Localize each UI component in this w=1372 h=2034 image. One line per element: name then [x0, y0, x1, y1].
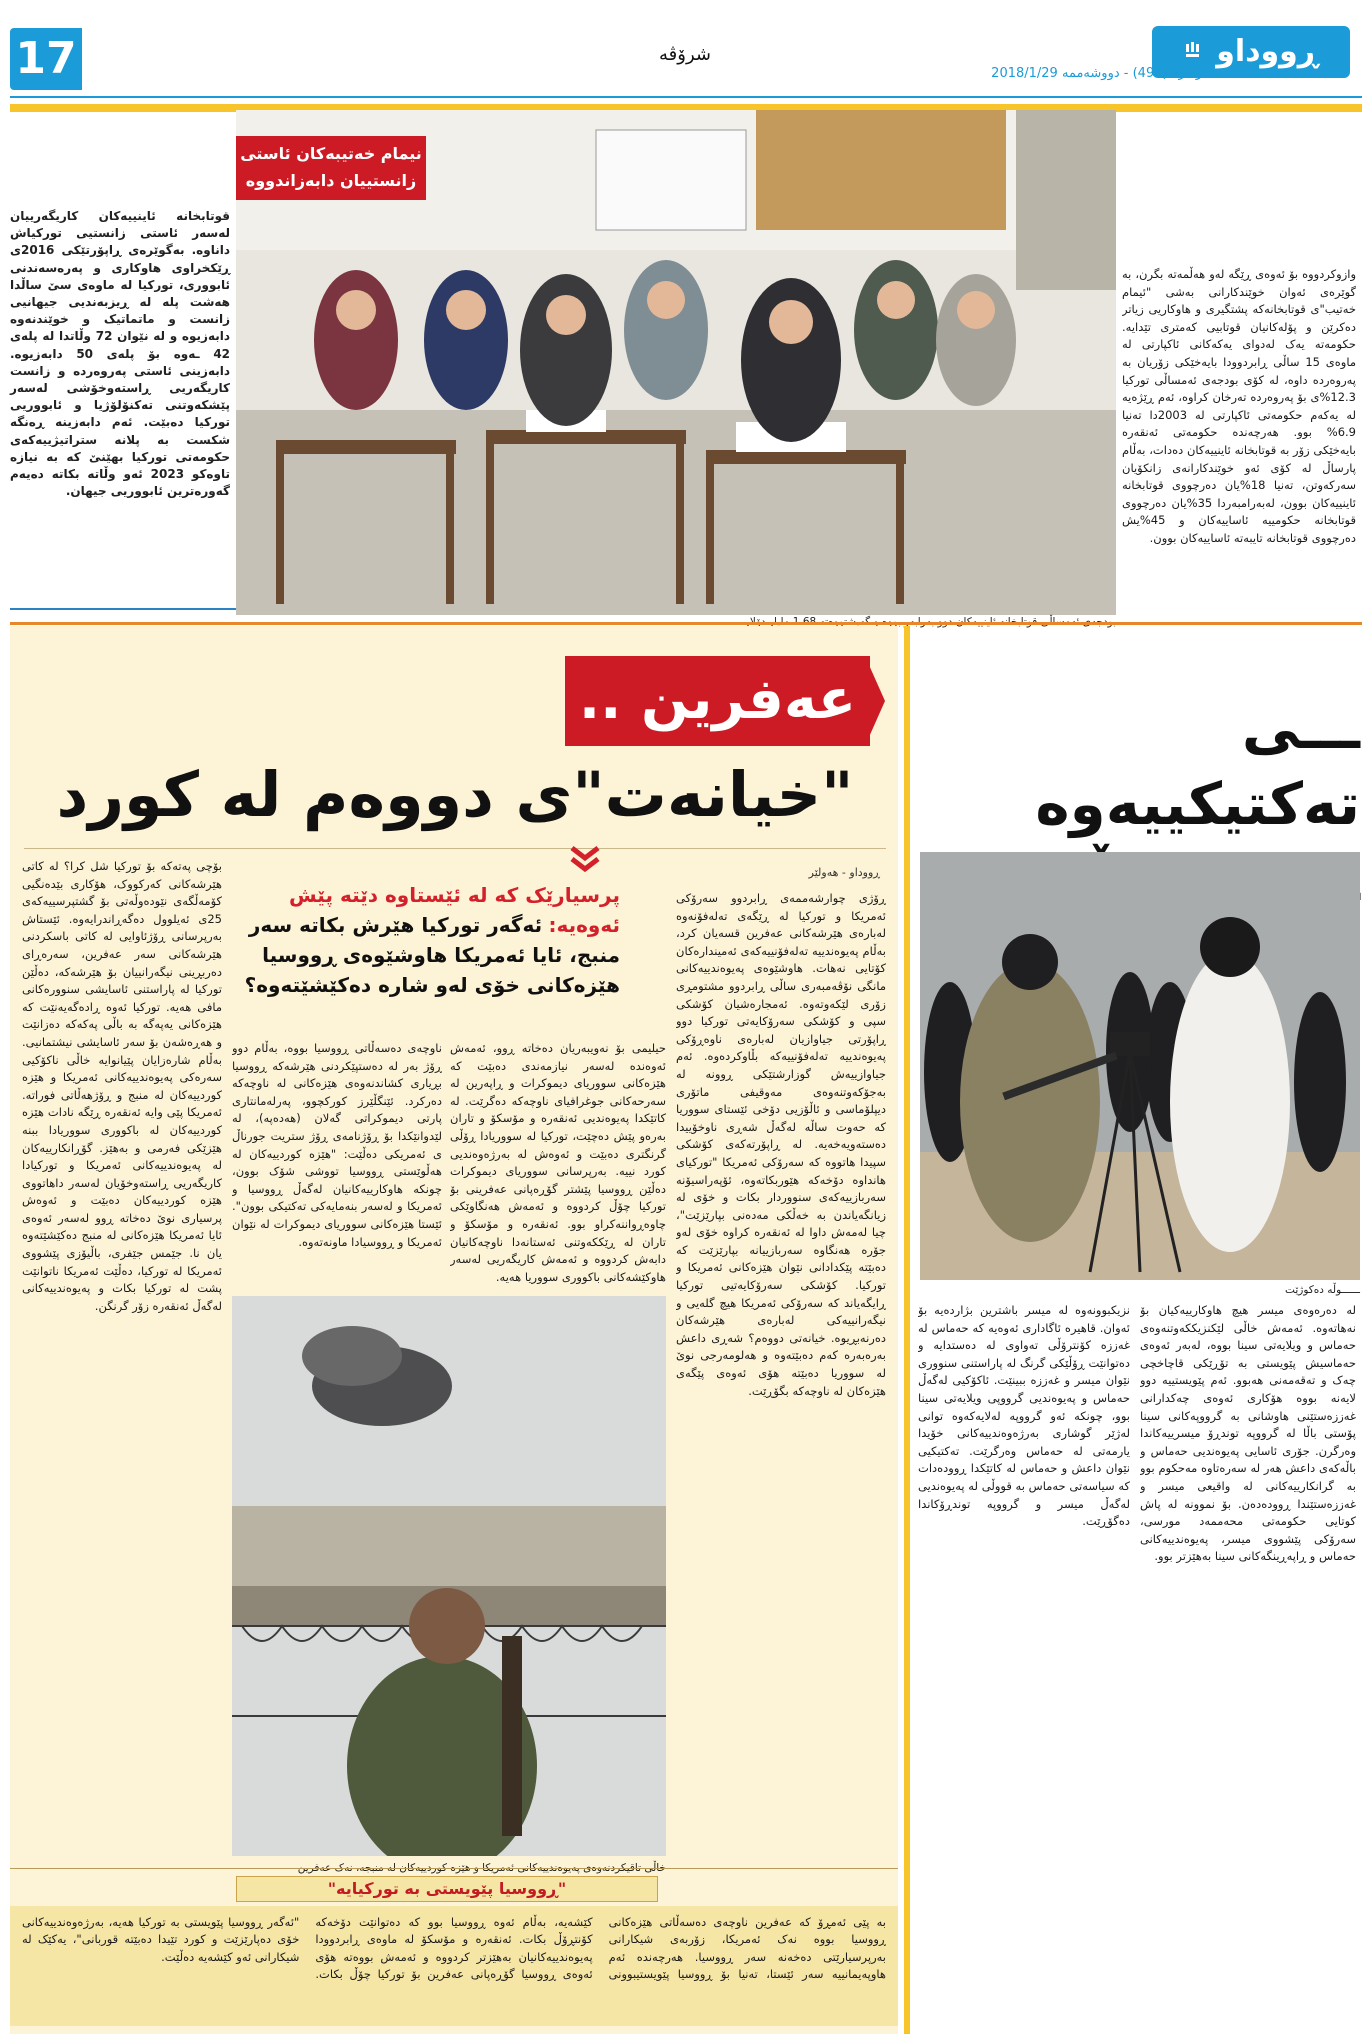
main-column-left: ناوچەی دەسەڵاتی ڕووسیا بووە، بەڵام دوو ڕۆژ بەر لە دەستپێکردنی هێرشەکە ڕووسیا بڕیاری کشاندنەوەی هێزەکانی لە ناوچەکە دەرکرد. ئێنگڵێرز کورکچوو، پەرلەمانتاری پارتی دیموکراتی گەلان (هەدەپە)، لە لێدوانێکدا بۆ ڕۆژنامەی ڕۆژ ستریت جورناڵ ی ئەمریکی دەڵێت: "هێزە کوردییەکان لە هەڵوێستی ڕووسیا تووشی شۆک بوون، چونکە هاوکارییەکانیان لەگەڵ ڕووسیا و ئەمریکا و لەسەر بنەمایەکی تەکتیکی بوون". ئێستا هێزەکانی سووریای دیموکرات لە نێوان ئەمریکا و ڕووسیادا ماونەتەوە.: [232, 1041, 442, 1249]
right-story-bar: [904, 626, 910, 2034]
main-story-kicker: عەفرین ..: [565, 656, 870, 746]
logo-text: ڕووداو: [1216, 34, 1319, 69]
left-separator: [10, 608, 236, 610]
header-rule: [10, 96, 1362, 98]
fighter-photo: [232, 1296, 666, 1856]
right-column-right: لە دەرەوەی میسر هیچ هاوکارییەکیان بۆ نەهاتەوە. ئەمەش خاڵی لێکنزیککەوتنەوەی حەماس و ویلایەتی سینا بووە، لەبەر ئەوەی حەماسیش پێویستی بە تۆڕێکی قاچاخچی چەک و تەقەمەنی هەبوو. ئەم پێویستییە دوو لایەنە بووە هۆکاری ئەوەی چەکدارانی غەززەستێنی هاوشانی بە گرووپەکانی سینا پۆستی باڵا لە گرووپە توندڕۆ میسرییەکاندا وەرگرن. جۆری ئاسایی پەیوەندیی حەماس و باڵەکەی داعش هەر لە سەرەتاوە مەحکوم بوو بە گرانکارییەکانی لە واقیعی میسر و غەززەستێندا ڕوودەدەن. بۆ نموونە لە پاش کوتایی حکومەتی محەممەد مورسی، سەرۆکی پێشووی میسر، پەیوەندییەکانی حەماس و ڕاپەڕینگەکانی سینا بەهێزتر بوو.: [1140, 1303, 1356, 1564]
top-story-box-title: [236, 136, 426, 200]
pull-quote-body: ئەگەر تورکیا هێرش بکاتە سەر منبج، ئایا ئەمریکا هاوشێوەی ڕووسیا هێزەکانی خۆی لەو شارە دەکێشێتەوە؟: [244, 913, 620, 997]
top-story-right-column: وازوکردووە بۆ ئەوەی ڕێگە لەو هەڵمەتە بگرن، بە گوێرەی ئەوان خوێندکارانی بەشی "ئیمام خەتیب"ی قوتابخانەکە پشتگیری و هاوکاریی زیاتر دەکرێن و پۆلەکانیان قوتابیی کەمتری تێدایە. حکومەتە یەک لەدوای یەکەکانی ئاکپارتی لە ماوەی 15 ساڵی ڕابردوودا بایەخێکی زۆریان بە پەروەردە داوە، لە کۆی بودجەی ئەمساڵی تورکیا 12.3%ی بۆ پەروەردە تەرخان کراوە، ئەم ڕێژەیە لە یەکەم حکومەتی ئاکپارتی لە 2003دا تەنیا 6.9% بوو. هەرچەندە حکومەتی ئەنقەرە بایەخێکی زۆر بە قوتابخانە ئاینییەکان دەدات، بەڵام پارساڵ لە کۆی ئەو خوێندکارانەی زانکۆیان سەرکەوتن، تەنیا 18%یان دەرچووی قوتابخانە ئاینییەکان بوون، لەبەرامبەردا 35%یان دەرچووی قوتابخانە حکومییە ئاساییەکان و 45%یش دەرچووی قوتابخانە تایبەتە ئاساییەکان بوون.: [1122, 267, 1356, 545]
orange-rule: [10, 622, 1362, 625]
logo-rays-icon: [1184, 42, 1206, 64]
bottom-box-title: "ڕووسیا پێویستی بە تورکیایە": [236, 1876, 658, 1902]
issue-info: ژمارە (491) - دووشەممە 2018/1/29: [991, 66, 1202, 81]
main-column-right: ڕۆژی چوارشەممەی ڕابردوو سەرۆکی ئەمریکا و تورکیا لە ڕێگەی تەلەفۆنەوە لەبارەی هێرشەکانی عەفرین قسەیان کرد، بەڵام پەیوەندییە تەلەفۆنییەکەی ئەمیندارەکان کۆتایی نەهات. هاوشێوەی پەیوەندییەکانی مانگی نۆڤەمبەری ساڵی ڕابردوو مشتومڕی زۆری لێکەوتەوە. ئەمجارەشیان کۆشکی سپی و کۆشکی سەرۆکایەتی تورکیا دوو ڕاپۆرتی جیاوازیان لەبارەی ناوەڕۆکی پەیوەندییە تەلەفۆنییەکە بڵاوکردەوە. ئەم جیاوازییەش گوزارشتێکی ڕوونە لە بەجۆکەوتنەوەی مەوقیفی ماتۆری دیپلۆماسی و ئاڵۆزیی دۆخی ئێستای سووریا کە حەوت ساڵە لەگەڵ شەڕی ناوخۆییدا دەستەویەخەیە. لە ڕاپۆرتەکەی کۆشکی سپیدا هاتووە کە سەرۆکی ئەمریکا "تورکیای هانداوە دۆخەکە هێوربکاتەوە، ئۆپەراسیۆنە سەربازییەکەی سنووردار بکات و خۆی لە زیانگەیاندن بە خەڵکی مەدەنی بپارێزێت"، چیا لەمەش داوا لە ئەنقەرە کراوە خۆی لەو جۆرە هەنگاوە سەربازییانە بپارێزێت کە دەبێتە پێکدادانی نێوان هێزەکانی ئەمریکا و تورکیا. کۆشکی سەرۆکایەتیی تورکیا ڕایگەیاند کە سەرۆکی ئەمریکا هیچ گلەیی و نیگەرانییەکی لەبارەی هێرشەکان دەرنەبڕیوە. خیانەتی دووەم؟ شەڕی داعش بەرەبەرە کەم دەبێتەوە و هەلومەرجی نوێ لە سووریا دەبێتە هۆی ئەوەی پێگەی هێزەکان لە ناوچەکە بگۆڕێت.: [676, 891, 886, 1398]
page-number: 17: [10, 28, 82, 90]
box-title-line-2: زانستییان دابەزاندووە: [245, 171, 417, 190]
fighter-photo-caption: خاڵی تاقیکردنەوەی پەیوەندییەکانی ئەمریکا و هێزە کوردییەکان لە منبجە، نەک عەفرین: [297, 1862, 666, 1874]
top-story-left-text: قوتابخانە ئاینییەکان کاریگەرییان لەسەر ئاستی زانستیی تورکیاش داناوە. بەگوێرەی ڕاپۆرتێکی 2016ی ڕێکخراوی هاوکاری و پەرەسەندنی ئابووری، تورکیا لە ماوەی سێ ساڵدا هەشت پلە لە ڕیزبەندیی جیهانیی زانست و ماتماتیک و خوێندنەوە دابەزیوە و لە نێوان 72 وڵاتدا لە پلەی 42 ـەوە بۆ پلەی 50 دابەزیوە. دابەزینی ئاستی پەروەردە و زانست کاریگەریی ڕاستەوخۆشی لەسەر پێشکەوتنی تەکنۆلۆژیا و ئابووریی تورکیا دەبێت. ئەم دابەزینە ڕەنگە شکست بە پلانە ستراتیژییەکەی حکومەتی تورکیا بهێنێ کە بە نیازە تاوەکو 2023 ئەو وڵاتە بکاتە دەیەم گەورەترین ئابووریی جیهان.: [10, 209, 231, 499]
bottom-rule: [10, 1868, 898, 1869]
section-title: شرۆڤە: [659, 44, 711, 65]
main-column-far-left: بۆچی پەتەکە بۆ تورکیا شل کرا؟ لە کاتی هێرشەکانی کەرکووک، هۆکاری بێدەنگیی کۆمەڵگەی نێودەوڵەتی بۆ گشتپرسییەکەی 25ی ئەیلوول دەگەڕاندرایەوە. ئێستاش بەرپرسانی ڕۆژئاوایی لە کاتی باسکردنی هێرشەکانی سەر عەفرین، سەرەڕای دەربڕینی نیگەرانییان بۆ هێرشەکە، دەڵێن تورکیا لە پاراستنی ئاسایشی سنوورەکانی مافی هەیە. تورکیا ئەوە ڕادەگەیەنێت کە هێزەکانی یەپەگە بە باڵی پەکەکە دەزانێت و هەڕەشەن بۆ سەر ئاسایشی نیشتمانیی. بەڵام شارەزایان پێیانوایە خاڵی ناکۆکیی سەرەکی پەیوەندییەکانی ئەمریکا و هێزە کوردییەکان لە منبج و ڕۆژهەڵاتی فوراتە. ئەمریکا پێی وایە ئەنقەرە ڕێگە نادات هێزە کوردییەکان لە باکووری سووریادا ببنە هێزێکی فەرمی و بەهێز. گۆڕانکارییەکان لە پەیوەندییەکانی ئەمریکا و تورکیادا کاریگەریی ڕاستەوخۆیان لەسەر داهاتووی هێزە کوردییەکان دەبێت و ئەوەش پرسیاری نوێ دەخاتە ڕوو لەسەر ئەوەی ئایا ئەمریکا هێزەکانی لە منبج دەکێشێتەوە یان نا. جێمس جێفری، باڵیۆزی پێشووی ئەمریکا لە تورکیا، دەڵێت ئەمریکا ناتوانێت پشت لە تورکیا بکات و پەیوەندییەکانی لەگەڵ ئەنقەرە زۆر گرنگن.: [22, 859, 222, 1313]
right-column-left: نزیکبوونەوە لە میسر باشترین بژاردەیە بۆ ئەوان. قاهیرە ئاگاداری ئەوەیە کە حەماس لە غەززە کۆنترۆڵی تەواوی لە دەستدایە و دەتوانێت ڕۆڵێکی گرنگ لە پاراستنی سنووری نێوان میسر و غەززە ببینێت. ئاکۆکیی لەگەڵ حەماس و پەیوەندیی گرووپی ویلایەتی سینا بوو، چونکە ئەو گرووپە لەلایەکەوە توانی لەژێر گوشاری بەرژەوەندییەکانی خۆیدا یارمەتی لە حەماس وەرگرێت. تەکتیکیی نێوان داعش و حەماس لە کاتێکدا ڕوودەدات کە سیاسەتی حەماس بە قووڵی لە پەیوەندیی لەگەڵ میسر و گرووپە توندڕۆکاندا دەگۆڕێت.: [918, 1303, 1130, 1529]
bottom-box-text: بە پێی ئەمڕۆ کە عەفرین ناوچەی دەسەڵاتی هێزەکانی ڕووسیا بووە نەک ئەمریکا، زۆربەی شیکارانی بەرپرسیارێتی دەخەنە سەر ڕووسیا. هەرچەندە ئەم هاوپەیمانییە سەر ئێستا، تەنیا بۆ ڕووسیا پێویستیبوونی کێشەیە، بەڵام ئەوە ڕووسیا بوو کە دەتوانێت دۆخەکە کۆنتڕۆڵ بکات. ئەنقەرە و مۆسکۆ لە ماوەی ڕابردوودا پەیوەندییەکانیان بەهێزتر کردووە و ئەمەش بووەتە هۆی ئەوەی ڕووسیا گۆڕەپانی عەفرین بۆ تورکیا چۆڵ بکات. "ئەگەر ڕووسیا پێویستی بە تورکیا هەیە، بەرژەوەندییەکانی خۆی دەپارێزێت و کورد تێیدا دەبێتە قوربانی"، یەکێک لە شیکارانی ئەو کێشەیە دەڵێت.: [22, 1915, 886, 1982]
bottom-box: [10, 1906, 898, 2026]
militants-photo-caption: ــــــوڵە دەکوژێت: [1285, 1284, 1360, 1296]
right-headline-line-1: ـــی تەکتیکییەوە: [1035, 694, 1360, 838]
pull-quote: [232, 858, 620, 1038]
pull-quote-head: پرسیارێک کە لە ئێستاوە دێتە پێش ئەوەیە:: [289, 883, 620, 937]
headline-rule: [24, 848, 886, 849]
main-headline: "خیانەت"ی دووەم لە کورد: [56, 758, 854, 831]
author-byline: ڕووداو - هەولێر: [808, 866, 880, 879]
militants-photo: [920, 852, 1360, 1280]
box-title-line-1: نیمام خەتیبەکان ئاستی: [240, 144, 422, 163]
main-column-mid: حیلیمی بۆ نەویبەریان دەخاتە ڕوو، ئەمەش ئەوەندە لەسەر نیازمەندی دەبێت کە هێزەکانی سووریای دیموکرات و ڕاپەرین لە سەرحەکانی جوغرافیای ناوچەکە دەگرێت. لە کاتێکدا پەیوەندیی ئەنقەرە و مۆسکۆ و تاران بەرەو پێش دەچێت، تورکیا لە سووریادا ڕۆڵی گرنگتری دەبێت و ئەوەش لە بەرژەوەندیی کورد نییە. بەرپرسانی سووریای دیموکرات دەڵێن ڕووسیا پێشتر گۆڕەپانی عەفرینی بۆ تورکیا چۆڵ کردووە و ئەمەش هەنگاوێکی چاوەڕواننەکراو بوو. ئەنقەرە و مۆسکۆ و تاران لە ڕێککەوتنی ئەستانەدا ناوچەکانیان دابەش کردووە و ئەمەش کاریگەریی لەسەر هاوکێشەکانی باکووری سووریا هەیە.: [450, 1041, 666, 1284]
kicker-arrow: [865, 656, 885, 746]
